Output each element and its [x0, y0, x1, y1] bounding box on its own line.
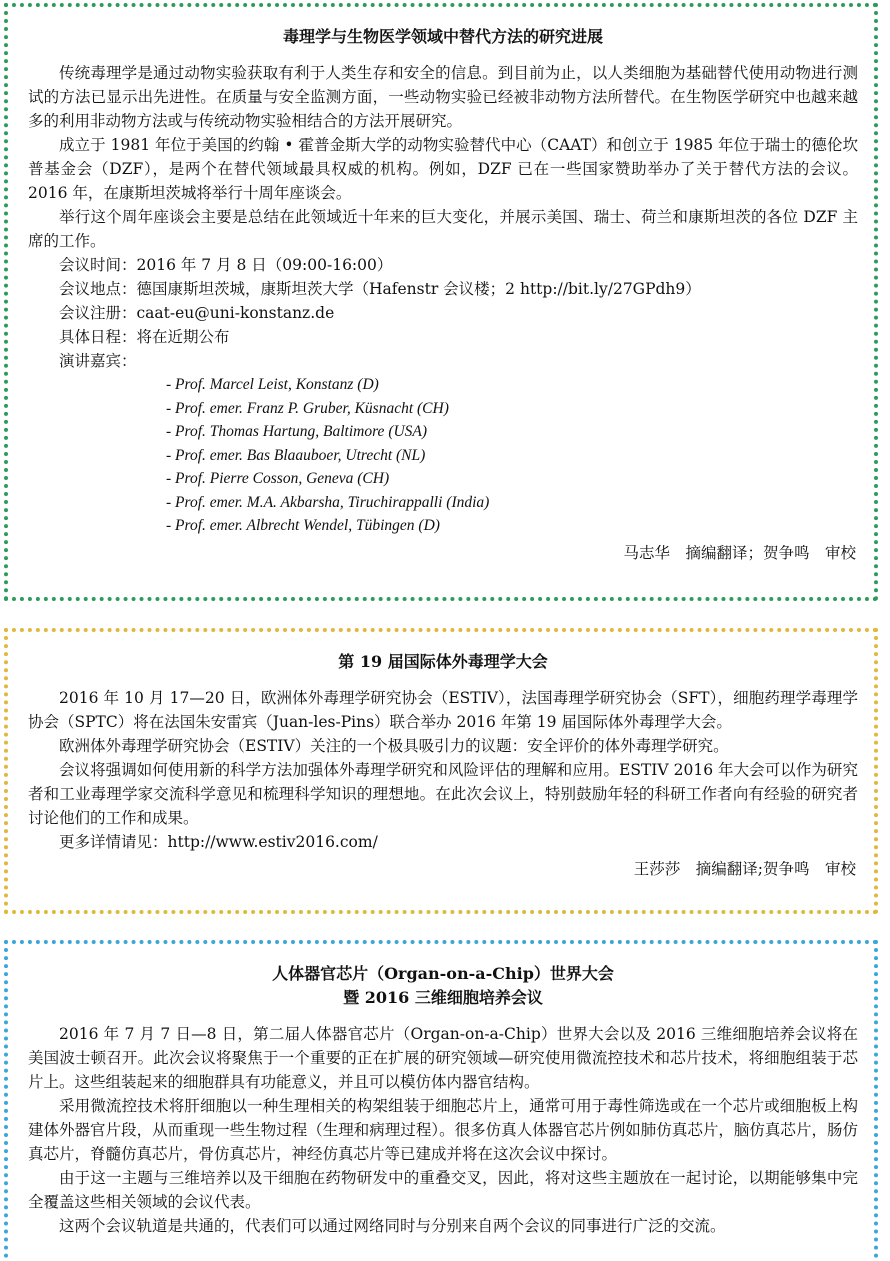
speaker-item: - Prof. Pierre Cosson, Geneva (CH) [166, 470, 390, 487]
paragraph: 传统毒理学是通过动物实验获取有利于人类生存和安全的信息。到目前为止，以人类细胞为基础替代使用动物进行测试的方法已显示出先进性。在质量与安全监测方面，一些动物实验已经被非动物方法所替代。在生物医学研究中也越来越多的利用非动物方法或与传统动物实验相结合的方法开展研究。 [28, 64, 858, 130]
speakers-label: 演讲嘉宾： [59, 352, 137, 370]
meeting-schedule: 具体日程：将在近期公布 [59, 328, 230, 346]
translator-signature: 马志华 摘编翻译；贺争鸣 审校 [623, 543, 856, 562]
speaker-item: - Prof. Thomas Hartung, Baltimore (USA) [166, 423, 428, 440]
title-line: 人体器官芯片（Organ-on-a-Chip）世界大会 [272, 964, 614, 983]
article-box-organ-on-a-chip [4, 940, 878, 1258]
speaker-item: - Prof. emer. Albrecht Wendel, Tübingen (D) [166, 517, 440, 534]
speaker-item: - Prof. emer. Bas Blaauboer, Utrecht (NL) [166, 446, 426, 464]
paragraph: 2016 年 7 月 7 日—8 日，第二届人体器官芯片（Organ-on-a-Chip）世界大会以及 2016 三维细胞培养会议将在美国波士顿召开。此次会议将聚焦于一个重要的正在扩展的研究领域—研究使用微流控技术和芯片技术，将细胞组装于芯片上。这些组装起来的细胞群具有功能意义，并且可以模仿体内器官结构。 [28, 1025, 858, 1091]
meeting-registration: 会议注册：caat-eu@uni-konstanz.de [59, 304, 335, 322]
paragraph: 2016 年 10 月 17—20 日，欧洲体外毒理学研究协会（ESTIV），法国毒理学研究协会（SFT），细胞药理学毒理学协会（SPTC）将在法国朱安雷宾（Juan-les-Pins）联合举办 2016 年第 19 届国际体外毒理学大会。 [28, 689, 858, 731]
article-box-alternative-methods [4, 3, 878, 601]
speaker-item: - Prof. emer. M.A. Akbarsha, Tiruchirappalli (India) [166, 493, 490, 511]
article-title: 第 19 届国际体外毒理学大会 [338, 652, 548, 671]
paragraph: 这两个会议轨道是共通的，代表们可以通过网络同时与分别来自两个会议的同事进行广泛的交流。 [59, 1217, 726, 1235]
speaker-item: - Prof. Marcel Leist, Konstanz (D) [166, 376, 379, 393]
speaker-item: - Prof. emer. Franz P. Gruber, Küsnacht (CH) [166, 399, 449, 417]
paragraph-link: 更多详情请见：http://www.estiv2016.com/ [59, 833, 378, 851]
paragraph: 由于这一主题与三维培养以及干细胞在药物研发中的重叠交叉，因此，将对这些主题放在一起讨论，以期能够集中完全覆盖这些相关领域的会议代表。 [28, 1169, 858, 1211]
meeting-place: 会议地点：德国康斯坦茨城，康斯坦茨大学（Hafenstr 会议楼；2 http://bit.ly/27GPdh9） [59, 280, 701, 298]
article-box-in-vitro-toxicology [4, 628, 878, 914]
paragraph: 欧洲体外毒理学研究协会（ESTIV）关注的一个极具吸引力的议题：安全评价的体外毒理学研究。 [59, 737, 729, 755]
paragraph: 举行这个周年座谈会主要是总结在此领域近十年来的巨大变化，并展示美国、瑞士、荷兰和康斯坦茨的各位 DZF 主席的工作。 [28, 208, 858, 250]
paragraph: 采用微流控技术将肝细胞以一种生理相关的构架组装于细胞芯片上，通常可用于毒性筛选或在一个芯片或细胞板上构建体外器官片段，从而重现一些生物过程（生理和病理过程）。很多仿真人体器官芯片例如肺仿真芯片，脑仿真芯片，肠仿真芯片，脊髓仿真芯片，骨仿真芯片，神经仿真芯片等已建成并将在这次会议中探讨。 [28, 1097, 858, 1163]
article-title [28, 962, 858, 1010]
paragraph: 会议将强调如何使用新的科学方法加强体外毒理学研究和风险评估的理解和应用。ESTIV 2016 年大会可以作为研究者和工业毒理学家交流科学意见和梳理科学知识的理想地。在此次会议上，特别鼓励年轻的科研工作者向有经验的研究者讨论他们的工作和成果。 [28, 761, 858, 827]
paragraph: 成立于 1981 年位于美国的约翰 • 霍普金斯大学的动物实验替代中心（CAAT）和创立于 1985 年位于瑞士的德伦坎普基金会（DZF），是两个在替代领域最具权威的机构。例如，DZF 已在一些国家赞助举办了关于替代方法的会议。2016 年，在康斯坦茨城将举行十周年座谈会。 [28, 136, 858, 202]
article-title: 毒理学与生物医学领域中替代方法的研究进展 [282, 27, 603, 46]
translator-signature: 王莎莎 摘编翻译;贺争鸣 审校 [633, 860, 856, 878]
meeting-time: 会议时间：2016 年 7 月 8 日（09:00-16:00） [59, 256, 393, 274]
title-line: 暨 2016 三维细胞培养会议 [343, 988, 543, 1007]
speaker-list [28, 373, 858, 538]
